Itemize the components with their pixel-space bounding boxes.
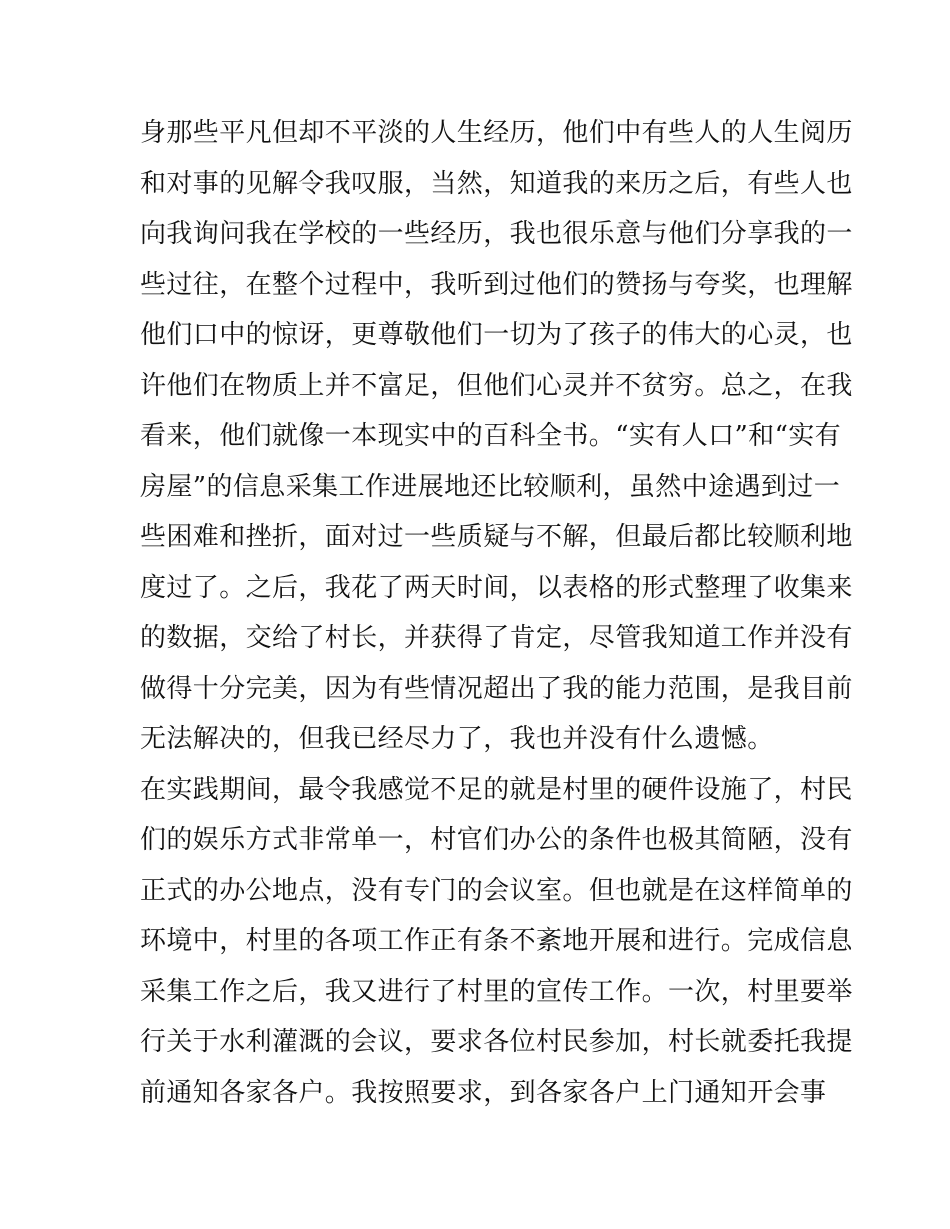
text-line: 做得十分完美，因为有些情况超出了我的能力范围，是我目前 xyxy=(140,673,853,704)
text-line: 在实践期间，最令我感觉不足的就是村里的硬件设施了，村民 xyxy=(140,774,853,805)
text-line: 度过了。之后，我花了两天时间，以表格的形式整理了收集来 xyxy=(140,572,853,603)
text-line: 前通知各家各户。我按照要求，到各家各户上门通知开会事 xyxy=(140,1077,827,1108)
text-line: 们的娱乐方式非常单一，村官们办公的条件也极其简陋，没有 xyxy=(140,825,853,855)
text-line: 他们口中的惊讶，更尊敬他们一切为了孩子的伟大的心灵，也 xyxy=(140,320,853,350)
text-line: 房屋”的信息采集工作进展地还比较顺利，虽然中途遇到过一 xyxy=(140,471,841,502)
text-line: 无法解决的，但我已经尽力了，我也并没有什么遗憾。 xyxy=(140,724,774,754)
text-line: 正式的办公地点，没有专门的会议室。但也就是在这样简单的 xyxy=(140,875,853,906)
text-line: 和对事的见解令我叹服，当然，知道我的来历之后，有些人也 xyxy=(140,168,853,199)
text-line: 行关于水利灌溉的会议，要求各位村民参加，村长就委托我提 xyxy=(140,1027,853,1057)
text-line: 采集工作之后，我又进行了村里的宣传工作。一次，村里要举 xyxy=(140,976,853,1007)
text-line: 许他们在物质上并不富足，但他们心灵并不贫穷。总之，在我 xyxy=(140,370,853,401)
text-line: 些困难和挫折，面对过一些质疑与不解，但最后都比较顺利地 xyxy=(140,522,853,552)
text-line: 向我询问我在学校的一些经历，我也很乐意与他们分享我的一 xyxy=(140,219,853,249)
text-line: 看来，他们就像一本现实中的百科全书。“实有人口”和“实有 xyxy=(140,421,842,451)
text-line: 些过往，在整个过程中，我听到过他们的赞扬与夸奖，也理解 xyxy=(140,269,853,300)
text-line: 身那些平凡但却不平淡的人生经历，他们中有些人的人生阅历 xyxy=(140,118,853,148)
text-line: 环境中，村里的各项工作正有条不紊地开展和进行。完成信息 xyxy=(140,926,853,956)
body-text xyxy=(140,108,853,1118)
text-line: 的数据，交给了村长，并获得了肯定，尽管我知道工作并没有 xyxy=(140,623,853,653)
